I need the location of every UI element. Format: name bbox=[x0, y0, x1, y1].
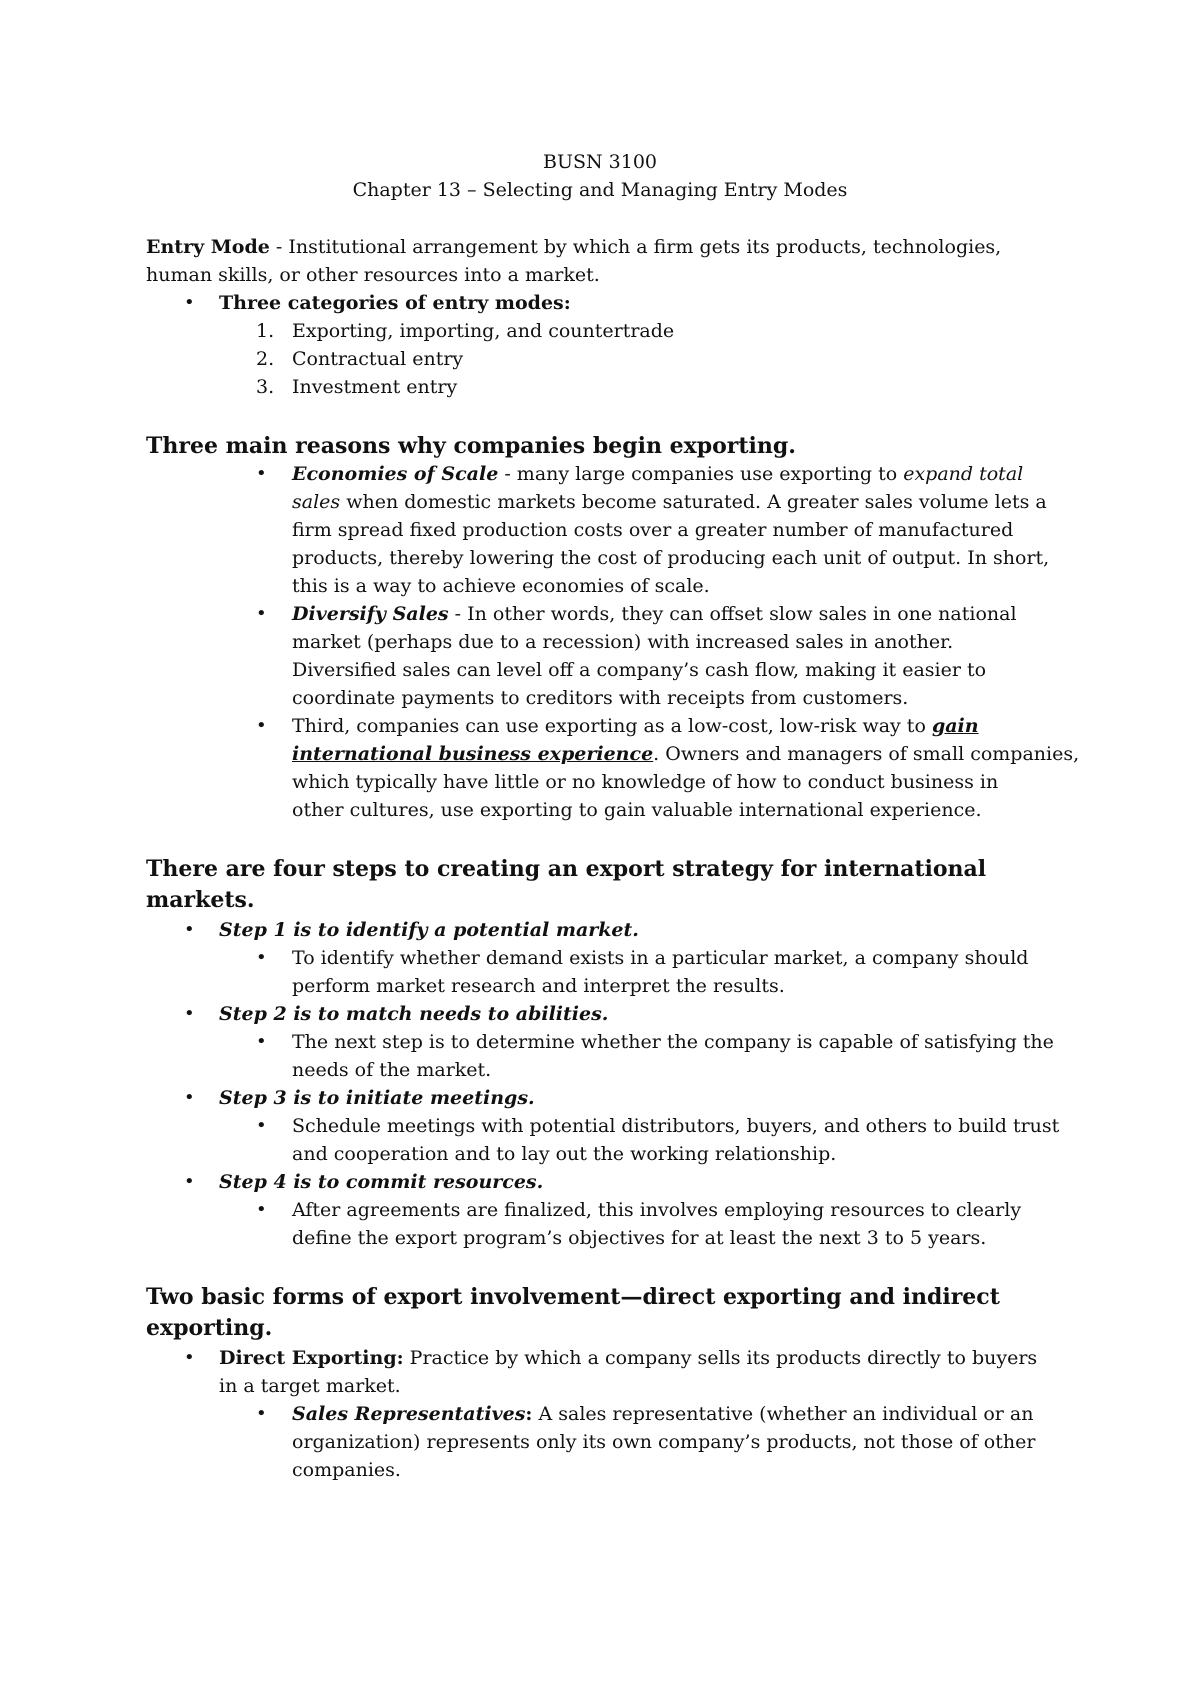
list-number: 2. bbox=[256, 348, 275, 370]
step-3-desc-1: Schedule meetings with potential distributors, buyers, and others to build trust bbox=[292, 1115, 1060, 1137]
reason-3-line-3: which typically have little or no knowledge of how to conduct business in bbox=[292, 771, 999, 793]
step-2-desc-1: The next step is to determine whether the company is capable of satisfying the bbox=[292, 1031, 1054, 1053]
list-number: 1. bbox=[256, 320, 275, 342]
bullet-icon: • bbox=[256, 1115, 267, 1136]
categories-label: Three categories of entry modes: bbox=[219, 292, 571, 314]
bullet-icon: • bbox=[256, 1199, 267, 1220]
step-1-desc-2: perform market research and interpret the results. bbox=[292, 975, 785, 997]
chapter-title: Chapter 13 – Selecting and Managing Entry Modes bbox=[352, 179, 848, 201]
reason-1-line-5: this is a way to achieve economies of scale. bbox=[292, 575, 710, 597]
entry-mode-term: Entry Mode bbox=[146, 236, 270, 258]
entry-mode-definition bbox=[146, 233, 1001, 261]
step-1: Step 1 is to identify a potential market. bbox=[219, 919, 639, 941]
sales-rep-line-1: Sales Representatives: A sales representative (whether an individual or an bbox=[292, 1403, 1034, 1425]
bullet-icon: • bbox=[256, 947, 267, 968]
step-4-desc-1: After agreements are finalized, this involves employing resources to clearly bbox=[292, 1199, 1022, 1221]
sales-rep-line-3: companies. bbox=[292, 1459, 401, 1481]
step-2: Step 2 is to match needs to abilities. bbox=[219, 1003, 609, 1025]
reason-3-line-4: other cultures, use exporting to gain valuable international experience. bbox=[292, 799, 982, 821]
reason-2-line-3: Diversified sales can level off a company’s cash flow, making it easier to bbox=[292, 659, 987, 681]
reason-1-line-3: firm spread fixed production costs over a greater number of manufactured bbox=[292, 519, 1014, 541]
direct-exporting-line-1: Direct Exporting: Practice by which a company sells its products directly to buyers bbox=[219, 1347, 1038, 1369]
step-2-desc-2: needs of the market. bbox=[292, 1059, 492, 1081]
bullet-icon: • bbox=[184, 1087, 195, 1108]
bullet-icon: • bbox=[184, 919, 195, 940]
reason-3-line-1: Third, companies can use exporting as a low-cost, low-risk way to gain bbox=[292, 715, 979, 737]
bullet-icon: • bbox=[256, 603, 267, 624]
bullet-icon: • bbox=[256, 715, 267, 736]
bullet-icon: • bbox=[256, 1031, 267, 1052]
entry-mode-def-2: human skills, or other resources into a market. bbox=[146, 264, 600, 286]
list-item: Contractual entry bbox=[292, 348, 464, 370]
bullet-icon: • bbox=[184, 1347, 195, 1368]
bullet-icon: • bbox=[184, 1003, 195, 1024]
sales-rep-term: Sales Representatives bbox=[292, 1403, 526, 1425]
list-number: 3. bbox=[256, 376, 275, 398]
list-item: Investment entry bbox=[292, 376, 458, 398]
reason-1-term: Economies of Scale bbox=[292, 463, 499, 485]
reason-2-term: Diversify Sales bbox=[292, 603, 449, 625]
forms-heading-1: Two basic forms of export involvement—direct exporting and indirect bbox=[146, 1284, 1000, 1310]
reason-2-line-1: Diversify Sales - In other words, they can offset slow sales in one national bbox=[292, 603, 1017, 625]
step-4: Step 4 is to commit resources. bbox=[219, 1171, 544, 1193]
bullet-icon: • bbox=[184, 292, 195, 313]
reason-2-line-2: market (perhaps due to a recession) with increased sales in another. bbox=[292, 631, 954, 653]
reasons-heading: Three main reasons why companies begin exporting. bbox=[146, 433, 796, 459]
reason-2-line-4: coordinate payments to creditors with receipts from customers. bbox=[292, 687, 909, 709]
bullet-icon: • bbox=[256, 1403, 267, 1424]
reason-1-line-2: sales when domestic markets become saturated. A greater sales volume lets a bbox=[292, 491, 1047, 513]
bullet-icon: • bbox=[256, 463, 267, 484]
steps-heading-2: markets. bbox=[146, 887, 255, 913]
reason-3-line-2: international business experience. Owners and managers of small companies, bbox=[292, 743, 1080, 765]
direct-exporting-term: Direct Exporting: bbox=[219, 1347, 404, 1369]
direct-exporting-line-2: in a target market. bbox=[219, 1375, 401, 1397]
reason-1-line-1: Economies of Scale - many large companies use exporting to expand total bbox=[292, 463, 1024, 485]
sales-rep-line-2: organization) represents only its own company’s products, not those of other bbox=[292, 1431, 1036, 1453]
step-1-desc-1: To identify whether demand exists in a particular market, a company should bbox=[292, 947, 1029, 969]
entry-mode-def-1: - Institutional arrangement by which a firm gets its products, technologies, bbox=[269, 236, 1002, 258]
steps-heading-1: There are four steps to creating an export strategy for international bbox=[146, 856, 987, 882]
reason-1-line-4: products, thereby lowering the cost of producing each unit of output. In short, bbox=[292, 547, 1050, 569]
step-3-desc-2: and cooperation and to lay out the working relationship. bbox=[292, 1143, 837, 1165]
list-item: Exporting, importing, and countertrade bbox=[292, 320, 675, 342]
forms-heading-2: exporting. bbox=[146, 1315, 273, 1341]
step-3: Step 3 is to initiate meetings. bbox=[219, 1087, 535, 1109]
step-4-desc-2: define the export program’s objectives for at least the next 3 to 5 years. bbox=[292, 1227, 987, 1249]
course-code: BUSN 3100 bbox=[542, 151, 657, 173]
bullet-icon: • bbox=[184, 1171, 195, 1192]
